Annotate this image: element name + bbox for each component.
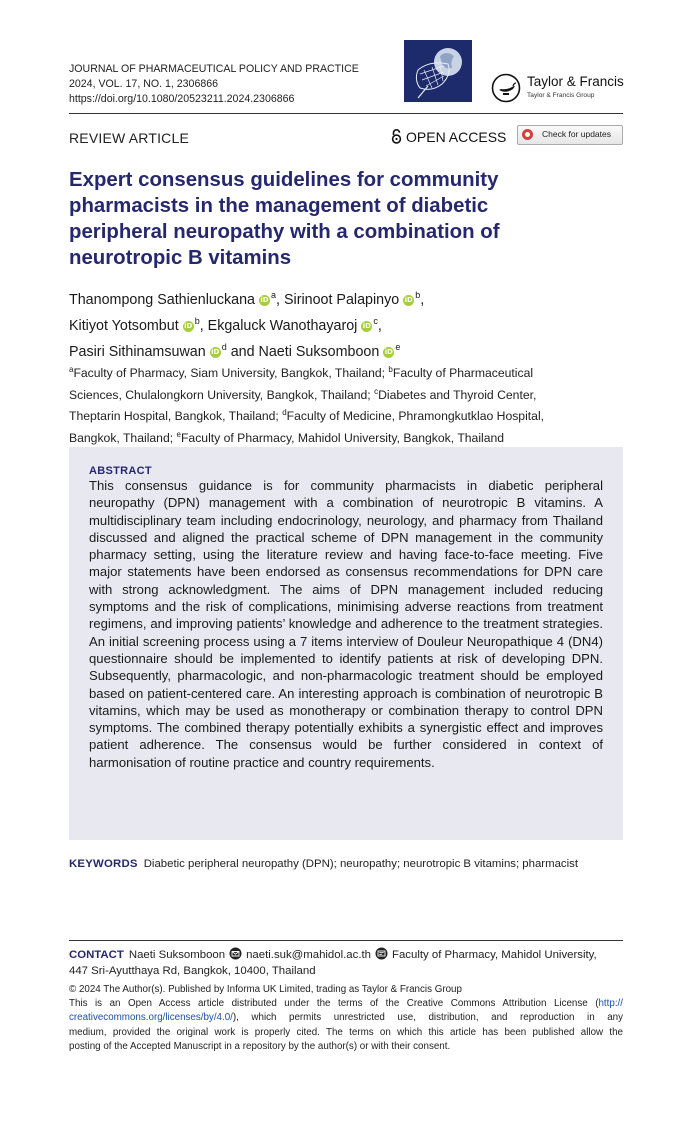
orcid-icon[interactable]: iD <box>260 296 269 304</box>
affiliation-text: Theptarin Hospital, Bangkok, Thailand; <box>69 409 283 424</box>
separator: , <box>420 292 425 308</box>
contact-name: Naeti Suksomboon <box>128 949 226 961</box>
license-line <box>69 1011 623 1025</box>
separator: , <box>377 318 382 334</box>
publisher-name: Taylor & Francis <box>527 74 624 89</box>
affiliation-text: Faculty of Medicine, Phramongkutklao Hospital, <box>286 409 545 424</box>
affiliation-text: Diabetes and Thyroid Center, <box>378 387 537 402</box>
license-link[interactable]: creativecommons.org/licenses/by/4.0/ <box>69 1012 233 1024</box>
author-affiliation-mark: a <box>271 290 277 300</box>
author-line <box>69 285 424 311</box>
and-word: and <box>230 344 255 360</box>
globe-net-icon <box>404 40 472 102</box>
license-text: ), which permits unrestricted use, distribution, and reproduction in any <box>232 1012 623 1024</box>
affiliation-mark: a <box>69 365 74 374</box>
author-line <box>69 337 424 363</box>
author-list <box>69 285 424 363</box>
contact-address-1: Faculty of Pharmacy, Mahidol University, <box>392 949 597 961</box>
affiliation-line <box>69 404 544 426</box>
crossmark-icon <box>522 129 533 140</box>
license-link[interactable]: http:// <box>598 998 623 1010</box>
contact-info <box>69 947 597 979</box>
publisher-group: Taylor & Francis Group <box>527 92 595 99</box>
affiliation-line <box>69 426 544 448</box>
doi-link[interactable]: https://doi.org/10.1080/20523211.2024.2306866 <box>69 93 295 105</box>
keywords <box>69 858 578 870</box>
author-name[interactable]: Sirinoot Palapinyo <box>283 292 400 308</box>
header-divider <box>69 113 623 114</box>
title-line: neurotropic B vitamins <box>69 247 292 269</box>
author-affiliation-mark: b <box>194 316 200 326</box>
affiliation-mark: b <box>388 365 393 374</box>
abstract-box <box>69 447 623 840</box>
author-affiliation-mark: c <box>373 316 378 326</box>
author-name[interactable]: Naeti Suksomboon <box>258 344 380 360</box>
author-name[interactable]: Ekgaluck Wanothayaroj <box>207 318 358 334</box>
author-affiliation-mark: d <box>221 342 227 352</box>
author-affiliation-mark: e <box>395 342 401 352</box>
contact-line <box>69 947 597 964</box>
open-lock-icon <box>391 129 402 144</box>
address-icon <box>374 947 389 960</box>
article-type: REVIEW ARTICLE <box>69 130 190 146</box>
author-name[interactable]: Pasiri Sithinamsuwan <box>69 344 206 360</box>
separator: , <box>199 318 204 334</box>
abstract-text: This consensus guidance is for community pharmacists in diabetic peripheral neuropathy (DPN) management with a combination of neurotropic B vitamins. A multidisciplinary team including endocrinology, neurology, and pharmacy from Thailand discussed and aligned the practical scheme of DPN management in the community pharmacy setting, using the literature review and having face-to-face meeting. Five major statements have been endorsed as consensus recommendations for DPN care with strong acknowledgment. The aims of DPN management included reducing symptoms and the risk of complications, minimising adverse reactions from treatment regimens, and improving patients’ knowledge and adherence to the treatment strategies. An initial screening process using a 7 items interview of Douleur Neuropathique 4 (DN4) questionnaire should be implemented to identify patients at risk of developing DPN. Subsequently, pharmacologic, and non-pharmacologic treatment should be employed based on patient-centered care. An interesting approach is combination of neurotropic B vitamins, which may be used as monotherapy or combination therapy to control DPN symptoms. The combined therapy potentially exhibits a synergistic effect and improves patient adherence. The consensus would be further considered in context of harmonisation of routine practice and country requirements. <box>89 478 603 770</box>
journal-name: JOURNAL OF PHARMACEUTICAL POLICY AND PRACTICE <box>69 63 359 75</box>
contact-email[interactable]: naeti.suk@mahidol.ac.th <box>246 949 371 961</box>
affiliation-text: Faculty of Pharmacy, Mahidol University, Bangkok, Thailand <box>180 431 505 446</box>
volume-line: 2024, VOL. 17, NO. 1, 2306866 <box>69 78 219 90</box>
keywords-text: Diabetic peripheral neuropathy (DPN); neuropathy; neurotropic B vitamins; pharmacist <box>143 858 579 870</box>
check-updates-label: Check for updates <box>542 129 611 139</box>
title-line: Expert consensus guidelines for community <box>69 169 499 191</box>
journal-info <box>69 62 359 107</box>
keywords-label: KEYWORDS <box>69 858 138 870</box>
author-line <box>69 311 424 337</box>
email-icon <box>228 947 243 960</box>
orcid-icon[interactable]: iD <box>184 322 193 330</box>
separator: , <box>276 292 280 308</box>
article-title <box>69 167 629 271</box>
license-line: posting of the Accepted Manuscript in a repository by the author(s) or with their consent. <box>69 1040 451 1052</box>
affiliation-mark: d <box>282 408 287 418</box>
affiliation-text: Faculty of Pharmaceutical <box>392 366 534 381</box>
license-line <box>69 997 623 1011</box>
orcid-icon[interactable]: iD <box>362 322 371 330</box>
affiliation-text: Sciences, Chulalongkorn University, Bangkok, Thailand; <box>69 387 375 402</box>
journal-cover-image <box>404 40 472 102</box>
publisher-lamp-icon <box>491 73 521 103</box>
license-text: This is an Open Access article distributed under the terms of the Creative Commons Attribution License ( <box>69 998 599 1010</box>
open-access-text: OPEN ACCESS <box>406 129 507 145</box>
affiliation-mark: c <box>374 386 379 396</box>
author-name[interactable]: Thanompong Sathienluckana <box>69 292 255 308</box>
footer-divider <box>69 940 623 941</box>
affiliation-text: Bangkok, Thailand; <box>69 431 177 446</box>
open-access-label <box>391 129 506 145</box>
affiliation-line <box>69 383 544 405</box>
title-line: peripheral neuropathy with a combination of <box>69 221 500 243</box>
orcid-icon[interactable]: iD <box>384 348 393 356</box>
affiliations <box>69 361 544 448</box>
affiliation-text: Faculty of Pharmacy, Siam University, Bangkok, Thailand; <box>73 366 389 381</box>
license-info <box>69 983 623 1054</box>
affiliation-line <box>69 361 544 383</box>
abstract-heading: ABSTRACT <box>89 465 152 477</box>
contact-address-2: 447 Sri-Ayutthaya Rd, Bangkok, 10400, Thailand <box>69 964 316 977</box>
orcid-icon[interactable]: iD <box>211 348 220 356</box>
check-for-updates-button[interactable] <box>517 125 623 145</box>
affiliation-mark: e <box>176 429 181 439</box>
title-line: pharmacists in the management of diabetic <box>69 195 489 217</box>
orcid-icon[interactable]: iD <box>404 296 413 304</box>
license-line: medium, provided the original work is properly cited. The terms on which this article has been published allow the <box>69 1026 623 1038</box>
copyright-line: © 2024 The Author(s). Published by Informa UK Limited, trading as Taylor & Francis Group <box>69 984 462 995</box>
contact-label: CONTACT <box>69 949 124 961</box>
author-name[interactable]: Kitiyot Yotsombut <box>69 318 179 334</box>
author-affiliation-mark: b <box>415 290 421 300</box>
